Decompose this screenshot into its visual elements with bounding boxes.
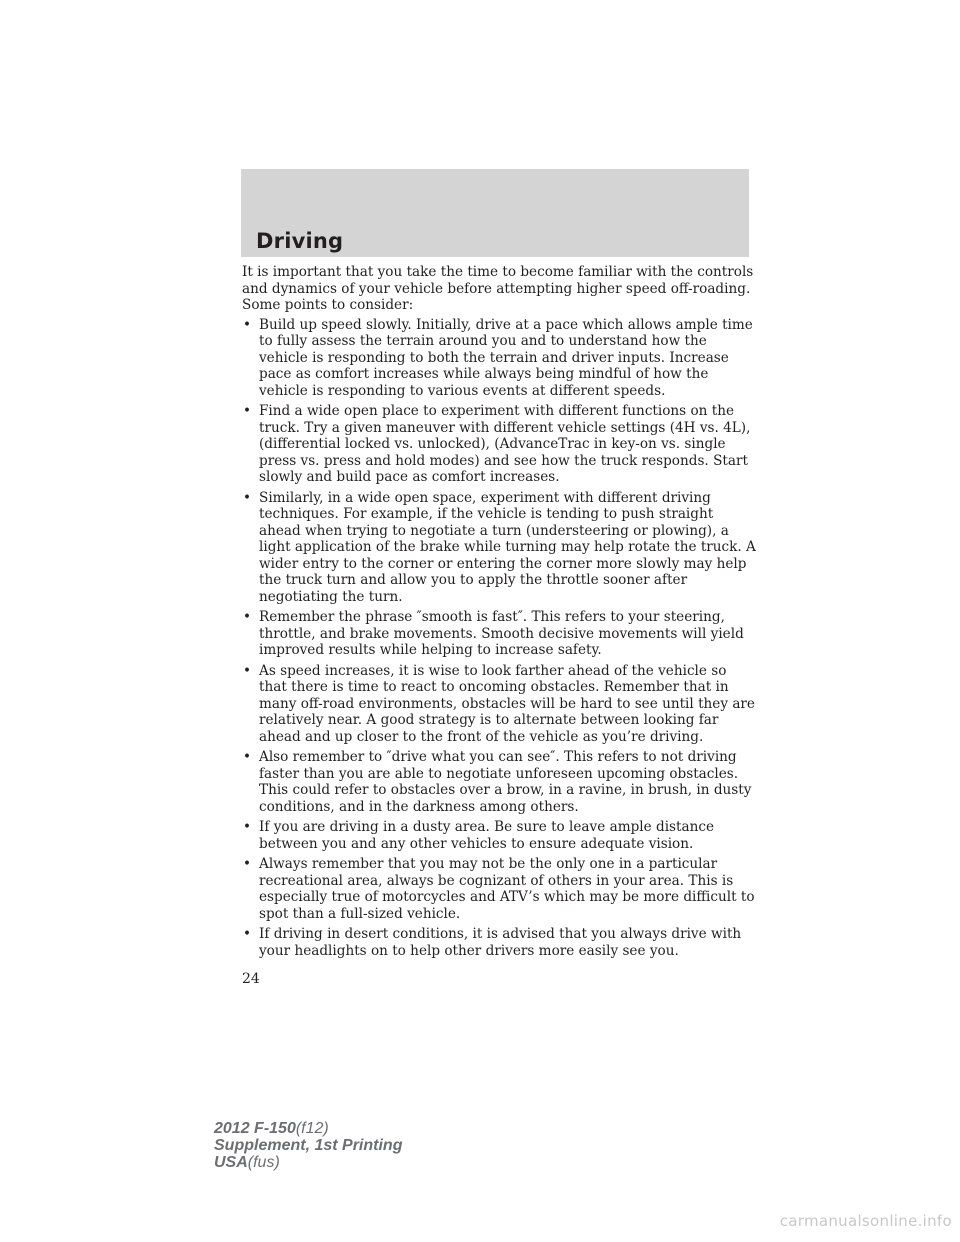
bullet-icon: • (243, 662, 252, 679)
list-item (242, 403, 758, 486)
footer-printing: Supplement, 1st Printing (214, 1137, 403, 1154)
bullet-icon: • (243, 489, 252, 506)
bullet-icon: • (243, 749, 252, 765)
list-item-text: Remember the phrase ″smooth is fast″. This refers to your steering, throttle, and brake movements. Smooth decisive movements will yield improved results while helping to increase safety. (259, 609, 744, 658)
list-item-text: Also remember to ″drive what you can see″. This refers to not driving faster than you are able to negotiate unforeseen upcoming obstacles. This could refer to obstacles over a brow, in a ravine, in brush, in dusty conditions, and in the darkness among others. (259, 749, 752, 815)
footer-model-code: (f12) (295, 1120, 329, 1137)
list-item (242, 609, 758, 659)
list-item-text: If you are driving in a dusty area. Be sure to leave ample distance between you and any other vehicles to ensure adequate vision. (259, 819, 714, 852)
footer-model: 2012 F-150 (214, 1120, 296, 1137)
watermark-text: carmanualsonline.info (779, 1212, 952, 1230)
bullet-icon: • (243, 316, 252, 333)
list-item (242, 317, 758, 400)
section-title: Driving (256, 229, 344, 253)
list-item (242, 749, 758, 815)
list-item-text: Always remember that you may not be the only one in a particular recreational area, always be cognizant of others in your area. This is especially true of motorcycles and ATV’s which may be more difficult to spot than a full-sized vehicle. (259, 856, 755, 922)
print-footer (214, 1120, 402, 1171)
footer-region: USA (214, 1154, 248, 1171)
list-item (242, 490, 758, 606)
list-item-text: Build up speed slowly. Initially, drive at a pace which allows ample time to fully assess the terrain around you and to understand how the vehicle is responding to both the terrain and driver inputs. Increase pace as comfort increases while always being mindful of how the vehicle is responding to various events at different speeds. (259, 316, 753, 399)
tips-list (242, 317, 758, 960)
intro-paragraph: It is important that you take the time to become familiar with the controls and dynamics of your vehicle before attempting higher speed off-roading. Some points to consider: (242, 264, 754, 313)
bullet-icon: • (243, 819, 252, 835)
list-item-text: If driving in desert conditions, it is advised that you always drive with your headlights on to help other drivers more easily see you. (259, 926, 742, 959)
list-item-text: Find a wide open place to experiment with different functions on the truck. Try a given maneuver with different vehicle settings (4H vs. 4L), (differential locked vs. unlocked), (AdvanceTrac in key-on vs. single press vs. press and hold modes) and see how the truck responds. Start slowly and build pace as comfort increases. (259, 403, 751, 485)
bullet-icon: • (243, 926, 252, 942)
footer-region-code: (fus) (247, 1154, 280, 1171)
list-item-text: As speed increases, it is wise to look farther ahead of the vehicle so that there is time to react to oncoming obstacles. Remember that in many off-road environments, obstacles will be hard to see until they are relatively near. A good strategy is to alternate between looking far ahead and up closer to the front of the vehicle as you’re driving. (259, 662, 755, 745)
list-item-text: Similarly, in a wide open space, experiment with different driving techniques. For example, if the vehicle is tending to push straight ahead when trying to negotiate a turn (understeering or plowing), a light application of the brake while turning may help rotate the truck. A wider entry to the corner or entering the corner more slowly may help the truck turn and allow you to apply the throttle sooner after negotiating the turn. (259, 489, 756, 605)
footer-line-model (214, 1120, 402, 1137)
list-item (242, 819, 758, 852)
bullet-icon: • (243, 403, 252, 419)
list-item (242, 926, 758, 959)
page-number: 24 (242, 971, 260, 987)
page-content (242, 264, 758, 963)
footer-line-region (214, 1154, 402, 1171)
list-item (242, 663, 758, 746)
bullet-icon: • (243, 609, 252, 625)
list-item (242, 856, 758, 922)
bullet-icon: • (243, 856, 252, 872)
